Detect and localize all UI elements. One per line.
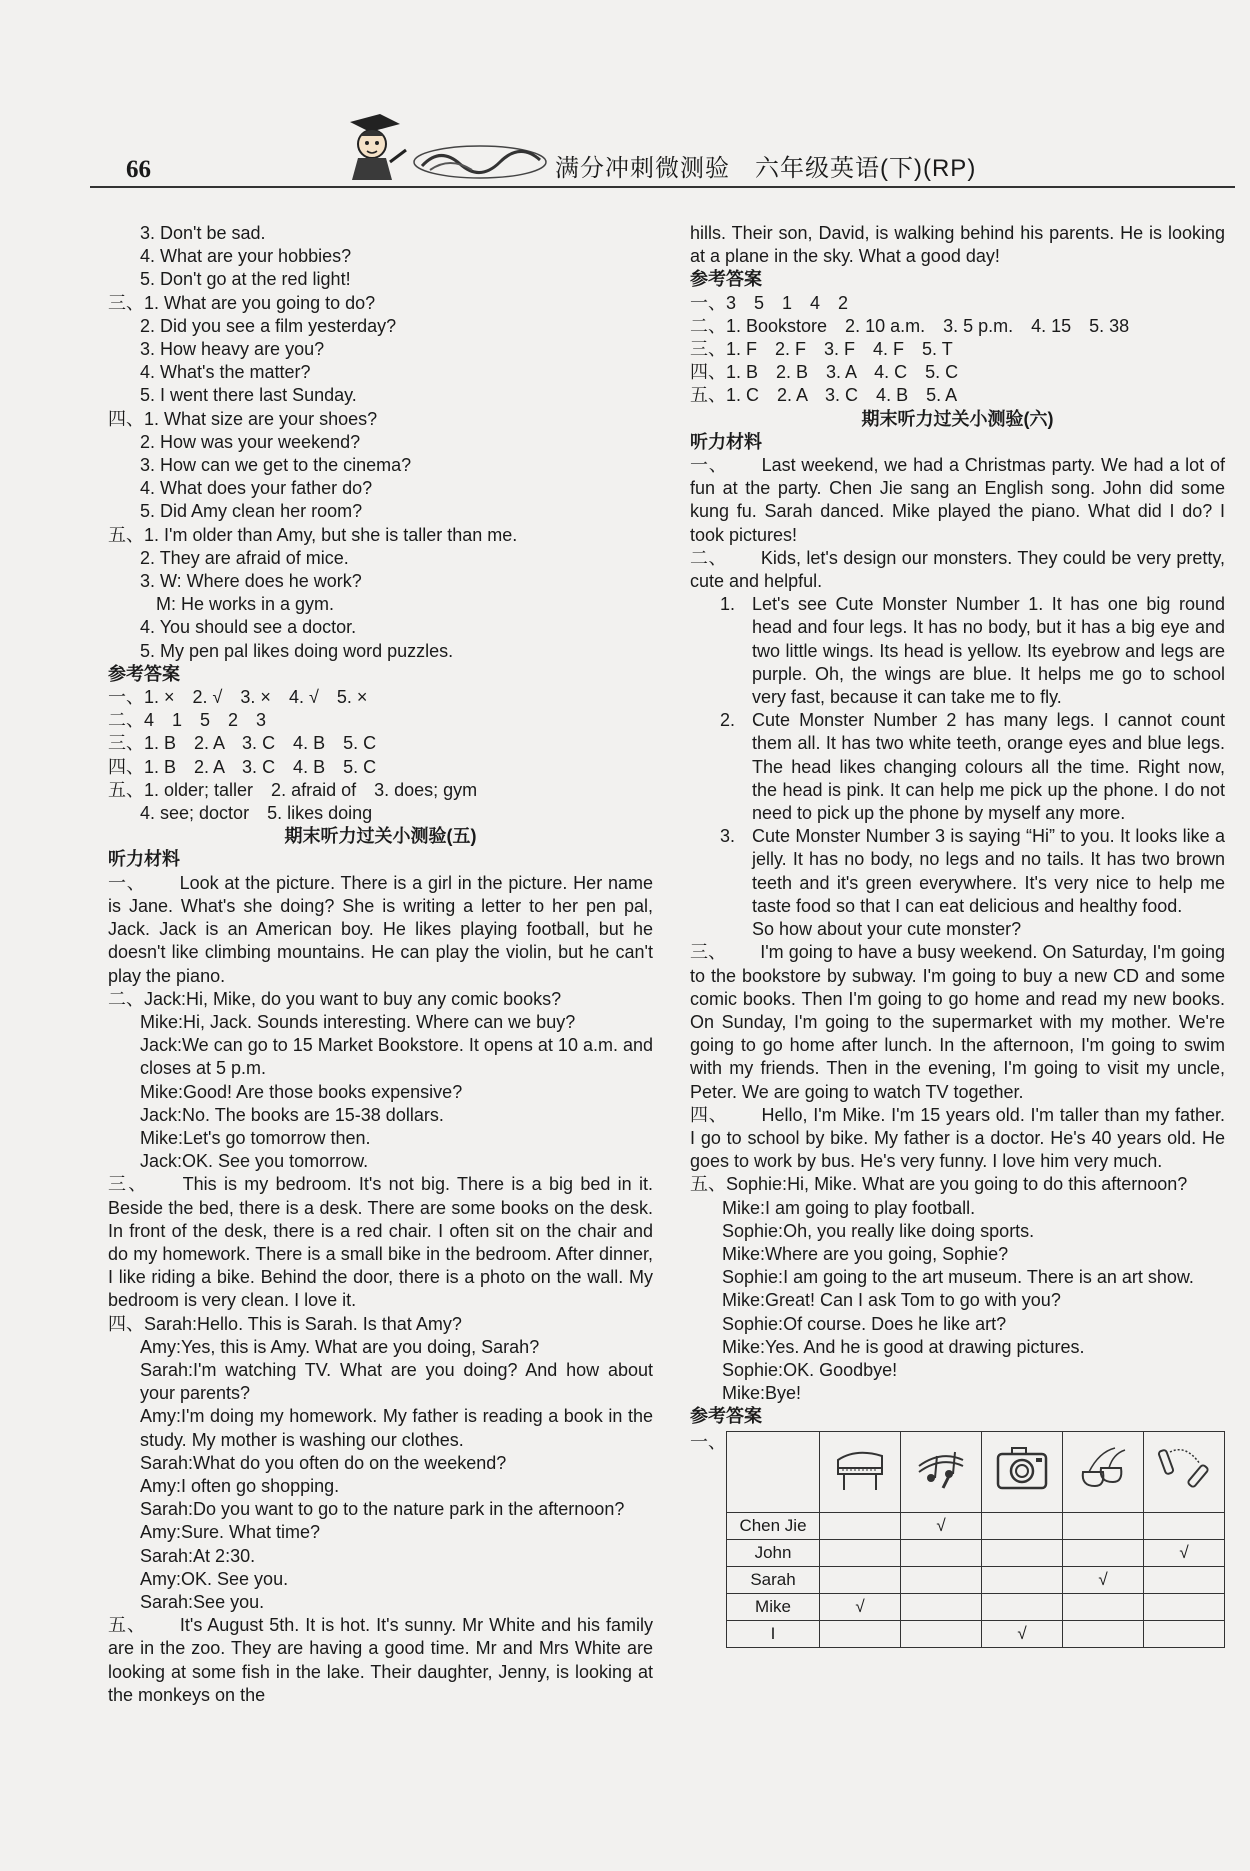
- check-cell: [820, 1566, 901, 1593]
- speaker: Mike:: [722, 1290, 766, 1311]
- check-cell: [901, 1539, 982, 1566]
- table-row: [727, 1539, 1225, 1566]
- monster-item: [690, 709, 1225, 825]
- check-cell: [1144, 1512, 1225, 1539]
- speaker: Sarah:: [140, 1499, 194, 1520]
- dialog-line: [108, 1104, 653, 1127]
- brand-logo: [410, 140, 550, 180]
- speaker: Sophie:: [722, 1220, 784, 1241]
- dialog-line: [108, 1545, 653, 1568]
- utterance: I often go shopping.: [181, 1475, 340, 1496]
- speaker: Sarah:: [140, 1545, 194, 1566]
- section-label: 三、: [690, 942, 727, 963]
- speaker: Mike:: [140, 1011, 184, 1032]
- speaker: Amy:: [140, 1568, 182, 1589]
- speaker: Mike:: [722, 1243, 766, 1264]
- item-number: 2.: [720, 710, 736, 731]
- answer-table: [726, 1431, 1225, 1648]
- utterance: We can go to 15 Market Bookstore. It opens at 10 a.m. and closes at 5 p.m.: [140, 1035, 653, 1079]
- passage-1: [690, 454, 1225, 547]
- answer-line: 一、3 5 1 4 2: [690, 292, 849, 313]
- check-cell: [1063, 1539, 1144, 1566]
- utterance: Of course. Does he like art?: [783, 1313, 1007, 1334]
- check-cell: [901, 1593, 982, 1620]
- list-item: 3. How heavy are you?: [140, 339, 325, 360]
- table-row: [727, 1566, 1225, 1593]
- check-cell: [820, 1512, 901, 1539]
- utterance: I'm doing my homework. My father is reading a book in the study. My mother is washing our clothes.: [140, 1406, 653, 1450]
- utterance: Hello. This is Sarah. Is that Amy?: [197, 1313, 462, 1334]
- dialog-line: [108, 1452, 653, 1475]
- utterance: Hi, Mike. What are you going to do this afternoon?: [787, 1174, 1188, 1195]
- list-item: 4. What does your father do?: [140, 478, 373, 499]
- utterance: OK. See you.: [181, 1568, 289, 1589]
- dialog-line: [108, 1034, 653, 1080]
- student-name: John: [727, 1539, 820, 1566]
- dialog-line: [690, 1173, 1225, 1196]
- dialog-line: [690, 1336, 1225, 1359]
- section-label: 四、: [690, 1104, 728, 1125]
- answer-line: 三、1. F 2. F 3. F 4. F 5. T: [690, 339, 953, 360]
- material-heading: 听力材料: [108, 849, 180, 870]
- dialog-line: [690, 1313, 1225, 1336]
- list-item: 2. Did you see a film yesterday?: [140, 315, 397, 336]
- utterance: I am going to the art museum. There is an art show.: [783, 1267, 1194, 1288]
- speaker: Mike:: [140, 1081, 184, 1102]
- student-name: I: [727, 1620, 820, 1647]
- utterance: Yes, this is Amy. What are you doing, Sarah?: [181, 1336, 540, 1357]
- check-cell: [1063, 1620, 1144, 1647]
- check-cell: [901, 1566, 982, 1593]
- answer-line: 五、1. older; taller 2. afraid of 3. does; gym: [108, 779, 478, 800]
- section-label: 五、: [108, 1615, 146, 1636]
- speaker: Sophie:: [722, 1313, 784, 1334]
- check-cell: √: [901, 1512, 982, 1539]
- check-cell: [1144, 1620, 1225, 1647]
- passage-text: Hello, I'm Mike. I'm 15 years old. I'm taller than my father. I go to school by bike. My father is a doctor. He's 40 years old. He goes to work by bus. He's very funny. I love him very much.: [690, 1104, 1226, 1172]
- passage-text: So how about your cute monster?: [752, 919, 1022, 940]
- section-label: 一、: [690, 1431, 726, 1452]
- list-item: 2. They are afraid of mice.: [140, 547, 349, 568]
- dialog-line: [108, 1521, 653, 1544]
- check-cell: √: [820, 1593, 901, 1620]
- monster-item: [690, 593, 1225, 709]
- utterance: Oh, you really like doing sports.: [783, 1220, 1035, 1241]
- passage-text: This is my bedroom. It's not big. There is a big bed in it. Beside the bed, there is a desk. There are some books on the desk. In front of the desk, there is a red chair. I often sit on the chair and do my homework. There is a small bike in the bedroom. After dinner, I like riding a bike. Behind the door, there is a photo on the wall. My bedroom is very clean. I love it.: [108, 1174, 653, 1311]
- check-cell: [982, 1512, 1063, 1539]
- check-cell: [901, 1620, 982, 1647]
- dialog-line: [690, 1359, 1225, 1382]
- answers-heading: 参考答案: [108, 663, 180, 684]
- dialog-line: [108, 1011, 653, 1034]
- book-title: 满分冲刺微测验 六年级英语(下)(RP): [555, 155, 977, 182]
- utterance: Let's go tomorrow then.: [183, 1127, 371, 1148]
- speaker: Mike:: [722, 1383, 766, 1404]
- dialog-line: [108, 1591, 653, 1614]
- answer-line: 二、1. Bookstore 2. 10 a.m. 3. 5 p.m. 4. 15 5. 38: [690, 315, 1130, 336]
- monster-text: Let's see Cute Monster Number 1. It has one big round head and four legs. It has no body, but it has a big eye and two little wings. Its head is yellow. Its eyebrow and legs are purple. Oh, the wings are blue. It helps me go to school very fast, because it can take me to fly.: [752, 594, 1225, 708]
- dialog-line: [108, 1498, 653, 1521]
- utterance: No. The books are 15-38 dollars.: [182, 1104, 444, 1125]
- list-item: 3. Don't be sad.: [140, 223, 266, 243]
- list-item: M: He works in a gym.: [156, 594, 335, 615]
- answer-line: 五、1. C 2. A 3. C 4. B 5. A: [690, 385, 958, 406]
- utterance: Hi, Mike, do you want to buy any comic books?: [186, 988, 562, 1009]
- check-cell: [1144, 1593, 1225, 1620]
- dialog-line: [690, 1243, 1225, 1266]
- utterance: Sure. What time?: [181, 1522, 321, 1543]
- music-notes-icon: [901, 1431, 982, 1512]
- piano-icon: [820, 1431, 901, 1512]
- list-item: 2. How was your weekend?: [140, 431, 361, 452]
- utterance: Where are you going, Sophie?: [765, 1243, 1009, 1264]
- answer-line: 4. see; doctor 5. likes doing: [140, 803, 373, 824]
- monster-item: [690, 825, 1225, 918]
- dialog-line: [690, 1382, 1225, 1405]
- check-cell: √: [1144, 1539, 1225, 1566]
- utterance: OK. Goodbye!: [783, 1359, 898, 1380]
- list-item: 3. How can we get to the cinema?: [140, 455, 412, 476]
- answer-line: 四、1. B 2. B 3. A 4. C 5. C: [690, 362, 959, 383]
- check-cell: [1144, 1566, 1225, 1593]
- check-cell: [982, 1593, 1063, 1620]
- monster-text: Cute Monster Number 3 is saying “Hi” to you. It looks like a jelly. It has no body, no legs and no tails. It has two brown teeth and it's green everywhere. It's very nice to help me taste food so that I can eat delicious and healthy food.: [752, 826, 1225, 916]
- check-cell: √: [1063, 1566, 1144, 1593]
- page-number: 66: [126, 156, 151, 183]
- dialog-line: [108, 1313, 653, 1336]
- dialog-line: [690, 1197, 1225, 1220]
- list-item: 5. I went there last Sunday.: [140, 385, 357, 406]
- speaker: 二、Jack:: [108, 988, 187, 1009]
- answers-heading: 参考答案: [690, 1406, 762, 1427]
- passage-2: [690, 547, 1225, 593]
- dialog-line: [108, 1336, 653, 1359]
- student-name: Chen Jie: [727, 1512, 820, 1539]
- speaker: Sophie:: [722, 1359, 784, 1380]
- list-item: 4. You should see a doctor.: [140, 617, 357, 638]
- utterance: OK. See you tomorrow.: [182, 1151, 369, 1172]
- dialog-line: [108, 1127, 653, 1150]
- speaker: 五、Sophie:: [690, 1174, 788, 1195]
- answers-heading: 参考答案: [690, 269, 762, 290]
- speaker: Sophie:: [722, 1267, 784, 1288]
- speaker: Amy:: [140, 1475, 182, 1496]
- mascot-icon: [330, 110, 410, 182]
- answer-table-wrap: [690, 1431, 1225, 1648]
- table-corner-cell: [727, 1431, 820, 1512]
- right-column: [690, 222, 1225, 1648]
- dialog-line: [108, 1568, 653, 1591]
- utterance: Good! Are those books expensive?: [183, 1081, 463, 1102]
- list-item: 3. W: Where does he work?: [140, 571, 362, 592]
- speaker: Mike:: [140, 1127, 184, 1148]
- dialog-line: [690, 1289, 1225, 1312]
- list-item: 4. What's the matter?: [140, 362, 311, 383]
- passage-3: [108, 1173, 653, 1312]
- ballet-shoes-icon: [1063, 1431, 1144, 1512]
- passage-text: Look at the picture. There is a girl in the picture. Her name is Jane. What's she doing? She is writing a letter to her pen pal, Jack. Jack is an American boy. He likes playing football, but he doesn't like climbing mountains. He can play the violin, but he can't play the piano.: [108, 872, 654, 986]
- section-label: 三、: [108, 1174, 149, 1195]
- section-label: 二、: [690, 547, 727, 568]
- table-row: [727, 1620, 1225, 1647]
- list-item: 四、1. What size are your shoes?: [108, 408, 378, 429]
- item-number: 1.: [720, 594, 736, 615]
- monster-text: Cute Monster Number 2 has many legs. I cannot count them all. It has two white teeth, orange eyes and blue legs. The head likes changing colours all the time. Right now, the head is pink. It can help me pick up the phone. I do not need to pick up the phone by myself any more.: [752, 710, 1225, 824]
- utterance: I am going to play football.: [765, 1197, 976, 1218]
- check-cell: [820, 1620, 901, 1647]
- dialog-2: [108, 988, 653, 1174]
- item-number: 3.: [720, 826, 736, 847]
- passage-1: [108, 872, 653, 988]
- passage-text: Kids, let's design our monsters. They could be very pretty, cute and helpful.: [690, 547, 1226, 592]
- utterance: Hi, Jack. Sounds interesting. Where can we buy?: [183, 1011, 576, 1032]
- section-label: 一、: [690, 455, 728, 476]
- utterance: Bye!: [765, 1383, 802, 1404]
- check-cell: √: [982, 1620, 1063, 1647]
- utterance: At 2:30.: [193, 1545, 256, 1566]
- speaker: Mike:: [722, 1336, 766, 1357]
- left-column: [108, 222, 653, 1707]
- student-name: Sarah: [727, 1566, 820, 1593]
- passage-3: [690, 941, 1225, 1103]
- quiz-title: 期末听力过关小测验(六): [861, 408, 1054, 429]
- check-cell: [982, 1539, 1063, 1566]
- dialog-line: [108, 1359, 653, 1405]
- list-item: 5. Don't go at the red light!: [140, 269, 351, 290]
- list-item: 五、1. I'm older than Amy, but she is taller than me.: [108, 524, 518, 545]
- list-item: 5. Did Amy clean her room?: [140, 501, 363, 522]
- dialog-line: [108, 1405, 653, 1451]
- list-item: 5. My pen pal likes doing word puzzles.: [140, 640, 454, 661]
- dialog-line: [690, 1220, 1225, 1243]
- student-name: Mike: [727, 1593, 820, 1620]
- speaker: Jack:: [140, 1104, 183, 1125]
- answer-line: 四、1. B 2. A 3. C 4. B 5. C: [108, 756, 377, 777]
- passage-5: [108, 1614, 653, 1707]
- nunchaku-icon: [1144, 1431, 1225, 1512]
- passage-text: I'm going to have a busy weekend. On Saturday, I'm going to the bookstore by subway. I'm going to buy a new CD and some comic books. Then I'm going to go home and read my new books. On Sunday, I'm going to the supermarket with my mother. We're going to go home after lunch. In the afternoon, I'm going to swim with my friends. Then in the evening, I'm going to visit my uncle, Peter. We are going to watch TV together.: [690, 942, 1226, 1102]
- header-divider: [90, 186, 1235, 188]
- dialog-line: [690, 1266, 1225, 1289]
- check-cell: [1063, 1593, 1144, 1620]
- dialog-4: [108, 1313, 653, 1615]
- passage-text: It's August 5th. It is hot. It's sunny. Mr White and his family are in the zoo. They are having a good time. Mr and Mrs White are looking at some fish in the lake. Their daughter, Jenny, is looking at the monkeys on the: [108, 1615, 654, 1705]
- utterance: See you.: [193, 1591, 265, 1612]
- table-row: [727, 1593, 1225, 1620]
- utterance: What do you often do on the weekend?: [193, 1452, 507, 1473]
- dialog-line: [108, 1475, 653, 1498]
- dialog-line: [108, 988, 653, 1011]
- material-heading: 听力材料: [690, 431, 762, 452]
- dialog-line: [108, 1081, 653, 1104]
- passage-text: Last weekend, we had a Christmas party. We had a lot of fun at the party. Chen Jie sang an English song. John did some kung fu. Sarah danced. Mike played the piano. What did I do? I took pictures!: [690, 455, 1225, 545]
- speaker: Sarah:: [140, 1359, 194, 1380]
- dialog-line: [108, 1150, 653, 1173]
- speaker: Jack:: [140, 1151, 183, 1172]
- speaker: Sarah:: [140, 1452, 194, 1473]
- camera-icon: [982, 1431, 1063, 1512]
- check-cell: [1063, 1512, 1144, 1539]
- speaker: Mike:: [722, 1197, 766, 1218]
- speaker: Amy:: [140, 1406, 182, 1427]
- section-label: 一、: [108, 872, 146, 893]
- check-cell: [982, 1566, 1063, 1593]
- speaker: Jack:: [140, 1035, 183, 1056]
- speaker: Sarah:: [140, 1591, 194, 1612]
- utterance: I'm watching TV. What are you doing? And how about your parents?: [140, 1359, 653, 1404]
- list-item: 三、1. What are you going to do?: [108, 292, 376, 313]
- page-header: [90, 110, 1235, 188]
- table-row: [727, 1512, 1225, 1539]
- passage-4: [690, 1104, 1225, 1174]
- quiz-title: 期末听力过关小测验(五): [284, 826, 477, 847]
- answer-line: 一、1. × 2. √ 3. × 4. √ 5. ×: [108, 687, 368, 708]
- answer-line: 二、4 1 5 2 3: [108, 710, 267, 731]
- speaker: Amy:: [140, 1336, 182, 1357]
- list-item: 4. What are your hobbies?: [140, 246, 352, 267]
- speaker: 四、Sarah:: [108, 1313, 198, 1334]
- dialog-5: [690, 1173, 1225, 1405]
- check-cell: [820, 1539, 901, 1566]
- answer-line: 三、1. B 2. A 3. C 4. B 5. C: [108, 733, 377, 754]
- table-header-row: [727, 1431, 1225, 1512]
- utterance: Great! Can I ask Tom to go with you?: [765, 1290, 1061, 1311]
- utterance: Do you want to go to the nature park in the afternoon?: [193, 1499, 625, 1520]
- utterance: Yes. And he is good at drawing pictures.: [765, 1336, 1085, 1357]
- speaker: Amy:: [140, 1522, 182, 1543]
- passage-5-continued: hills. Their son, David, is walking behind his parents. He is looking at a plane in the sky. What a good day!: [690, 223, 1225, 267]
